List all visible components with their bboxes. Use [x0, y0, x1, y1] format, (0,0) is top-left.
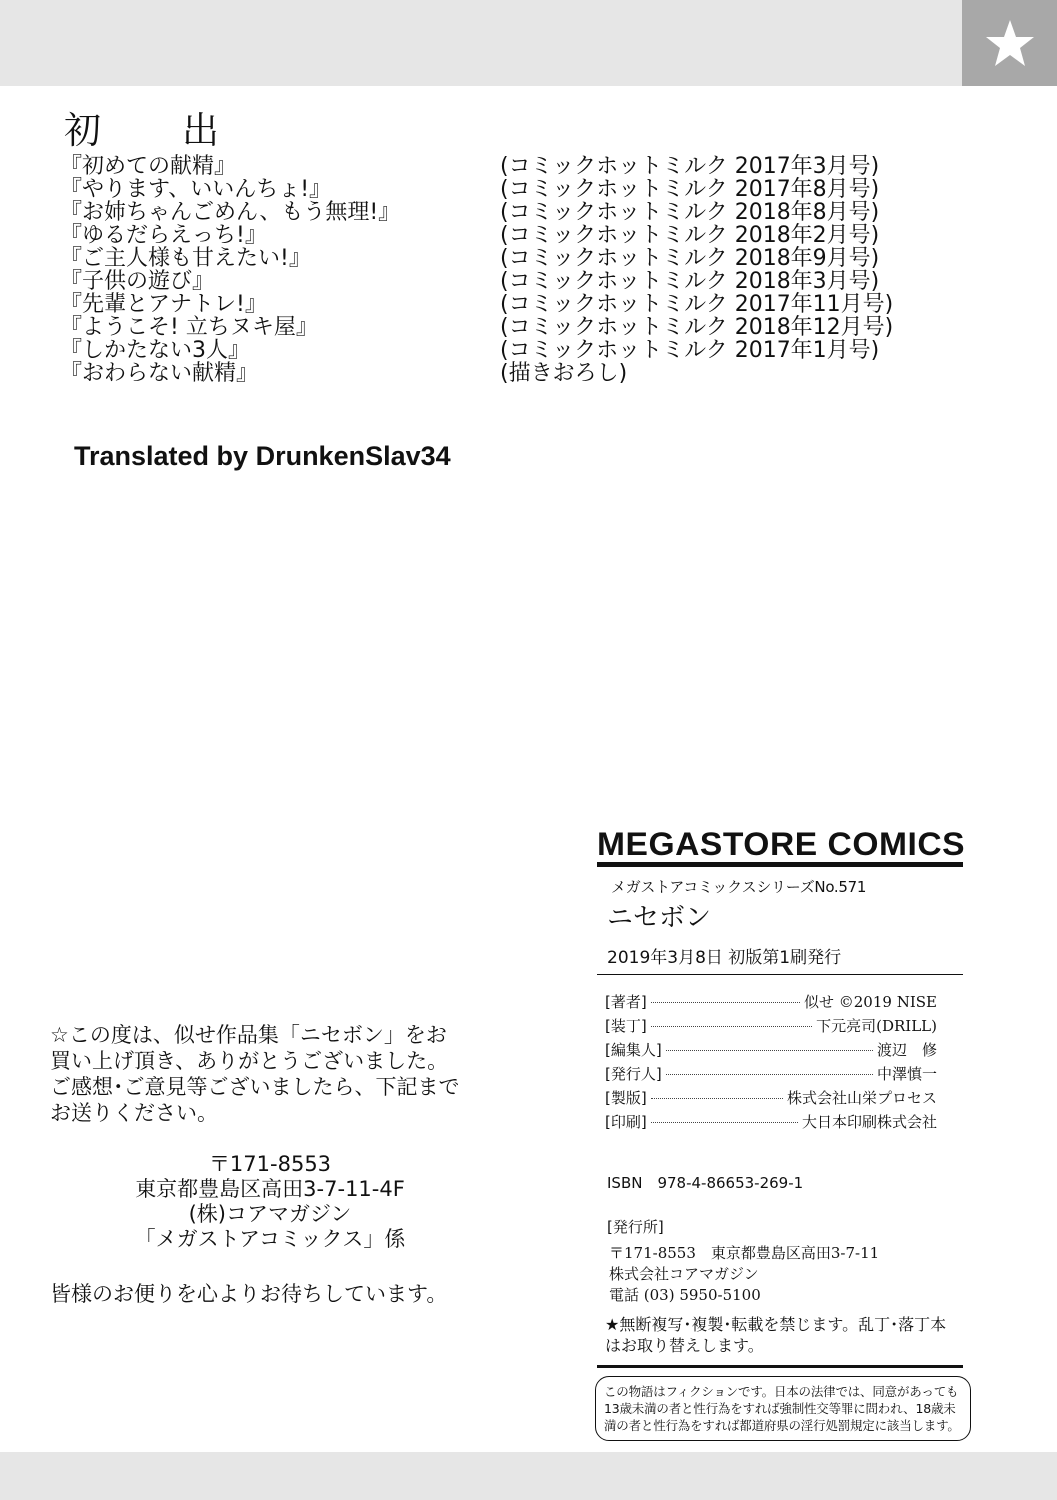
- brand-logo: MEGASTORE COMICS: [597, 826, 966, 862]
- publisher-company: 株式会社コアマガジン: [609, 1265, 759, 1283]
- credit-row: [605, 991, 937, 1015]
- work-title: 『先輩とアナトレ!』: [60, 292, 267, 317]
- credit-row: [605, 1087, 937, 1111]
- publisher-label: [発行所]: [607, 1218, 664, 1236]
- credit-label: [発行人]: [605, 1065, 662, 1083]
- mailing-address: [60, 1152, 480, 1252]
- work-source: (コミックホットミルク 2018年3月号): [500, 269, 880, 294]
- credit-row: [605, 1015, 937, 1039]
- leader-dots: [651, 1026, 812, 1027]
- credit-value: 下元亮司(DRILL): [816, 1017, 937, 1035]
- message-line: 買い上げ頂き、ありがとうございました。: [50, 1049, 449, 1073]
- leader-dots: [651, 1002, 800, 1003]
- translator-credit: Translated by DrunkenSlav34: [74, 441, 451, 471]
- message-line: ご感想･ご意見等ございましたら、下記まで: [50, 1075, 460, 1099]
- fiction-notice: この物語はフィクションです。日本の法律では、同意があっても13歳未満の者と性行為をすれば強制性交等罪に問われ、18歳未満の者と性行為をすれば都道府県の淫行処罰規定に該当します。: [595, 1376, 971, 1441]
- star-icon: [984, 18, 1036, 68]
- credit-value: 大日本印刷株式会社: [801, 1113, 937, 1131]
- series-number: メガストアコミックスシリーズNo.571: [611, 878, 867, 896]
- top-band: [0, 0, 1057, 86]
- credit-row: [605, 1039, 937, 1063]
- work-source: (コミックホットミルク 2018年12月号): [500, 315, 894, 340]
- address-line: (株)コアマガジン: [188, 1202, 352, 1226]
- closing-message: 皆様のお便りを心よりお待ちしています。: [50, 1282, 448, 1306]
- credit-value: 似せ ©2019 NISE: [804, 993, 937, 1011]
- work-title: 『初めての献精』: [60, 154, 237, 179]
- credit-row: [605, 1063, 937, 1087]
- credit-value: 渡辺 修: [876, 1041, 937, 1059]
- publication-date: 2019年3月8日 初版第1刷発行: [607, 948, 842, 968]
- work-source: (コミックホットミルク 2017年11月号): [500, 292, 894, 317]
- leader-dots: [651, 1122, 798, 1123]
- address-line: 「メガストアコミックス」係: [134, 1227, 406, 1251]
- work-title-list: [60, 155, 520, 385]
- copy-warning: ★無断複写･複製･転載を禁じます。乱丁･落丁本はお取り替えします。: [605, 1315, 947, 1355]
- heading-char-2: 出: [182, 109, 219, 152]
- credit-value: 株式会社山栄プロセス: [786, 1089, 937, 1107]
- publisher-phone: 電話 (03) 5950-5100: [609, 1286, 761, 1304]
- credits-list: [605, 991, 937, 1135]
- credit-value: 中澤慎一: [876, 1065, 937, 1083]
- work-title: 『ご主人様も甘えたい!』: [60, 246, 311, 271]
- reader-message: [50, 1022, 490, 1126]
- work-title: 『子供の遊び』: [60, 269, 215, 294]
- heading-char-1: 初: [64, 109, 101, 152]
- divider: [597, 974, 963, 975]
- address-line: 東京都豊島区高田3-7-11-4F: [135, 1177, 405, 1201]
- work-title: 『お姉ちゃんごめん、もう無理!』: [60, 200, 401, 225]
- work-title: 『ようこそ! 立ちヌキ屋』: [60, 315, 318, 340]
- publisher-address: 〒171-8553 東京都豊島区高田3-7-11: [609, 1244, 880, 1262]
- work-source: (描きおろし): [500, 361, 628, 386]
- star-badge: [962, 0, 1057, 86]
- credit-label: [著者]: [605, 993, 647, 1011]
- message-line: お送りください。: [50, 1101, 218, 1125]
- leader-dots: [651, 1098, 783, 1099]
- work-source: (コミックホットミルク 2017年3月号): [500, 154, 880, 179]
- credit-label: [編集人]: [605, 1041, 662, 1059]
- leader-dots: [666, 1050, 873, 1051]
- isbn: ISBN 978-4-86653-269-1: [607, 1174, 804, 1192]
- credit-label: [印刷]: [605, 1113, 647, 1131]
- work-title: 『おわらない献精』: [60, 361, 259, 386]
- leader-dots: [666, 1074, 873, 1075]
- message-line: ☆この度は、似せ作品集「ニセボン」をお: [50, 1023, 447, 1047]
- credit-label: [製版]: [605, 1089, 647, 1107]
- bottom-band: [0, 1452, 1057, 1500]
- brand-rule: [597, 862, 963, 867]
- work-source: (コミックホットミルク 2017年1月号): [500, 338, 880, 363]
- credit-label: [装丁]: [605, 1017, 647, 1035]
- work-source: (コミックホットミルク 2018年8月号): [500, 200, 880, 225]
- source-list: [500, 155, 960, 385]
- work-title: 『しかたない3人』: [60, 338, 250, 363]
- work-source: (コミックホットミルク 2018年2月号): [500, 223, 880, 248]
- work-title: 『ゆるだらえっち!』: [60, 223, 267, 248]
- work-source: (コミックホットミルク 2018年9月号): [500, 246, 880, 271]
- address-line: 〒171-8553: [208, 1152, 332, 1176]
- work-source: (コミックホットミルク 2017年8月号): [500, 177, 880, 202]
- book-title: ニセボン: [607, 903, 712, 933]
- credit-row: [605, 1111, 937, 1135]
- divider: [597, 1365, 963, 1368]
- work-title: 『やります、いいんちょ!』: [60, 177, 332, 202]
